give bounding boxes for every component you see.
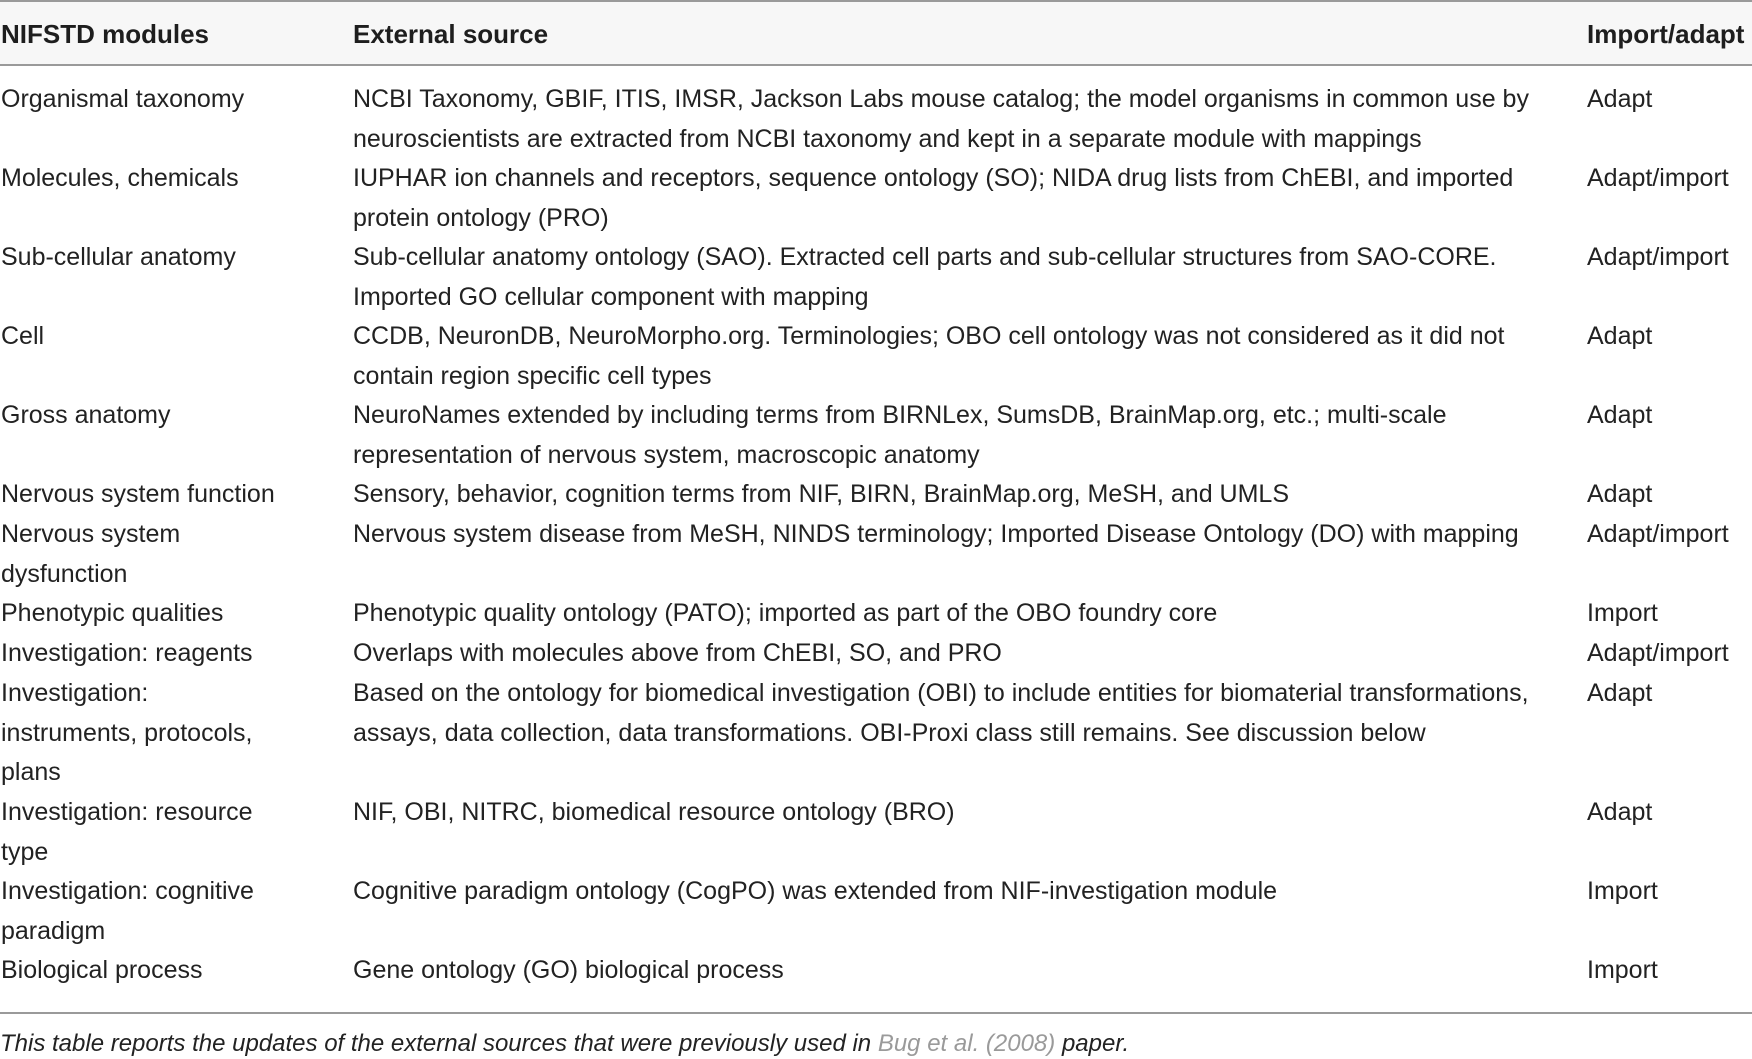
table-footnote	[0, 1029, 1129, 1059]
module-cell: Investigation: resource type	[1, 798, 253, 866]
module-cell: Nervous system dysfunction	[1, 520, 181, 588]
mode-cell: Adapt/import	[1587, 520, 1729, 548]
module-cell: Sub-cellular anatomy	[1, 243, 236, 271]
header-import-adapt: Import/adapt	[1587, 19, 1745, 49]
source-cell: IUPHAR ion channels and receptors, sequence ontology (SO); NIDA drug lists from ChEBI, and imported protein ontology (PRO)	[353, 164, 1514, 232]
source-cell: CCDB, NeuronDB, NeuroMorpho.org. Terminologies; OBO cell ontology was not considered as it did not contain region specific cell types	[353, 322, 1505, 390]
source-cell: NIF, OBI, NITRC, biomedical resource ontology (BRO)	[353, 798, 955, 826]
mode-cell: Adapt	[1587, 798, 1653, 826]
mode-cell: Adapt/import	[1587, 639, 1729, 667]
mode-cell: Adapt	[1587, 679, 1653, 707]
module-cell: Nervous system function	[1, 480, 275, 508]
source-cell: Nervous system disease from MeSH, NINDS terminology; Imported Disease Ontology (DO) with mapping	[353, 520, 1519, 548]
table-row	[0, 515, 1752, 594]
source-cell: Sub-cellular anatomy ontology (SAO). Extracted cell parts and sub-cellular structures from SAO-CORE. Imported GO cellular component with mapping	[353, 243, 1497, 311]
module-cell: Organismal taxonomy	[1, 85, 245, 113]
table-row	[0, 475, 1752, 515]
source-cell: Phenotypic quality ontology (PATO); imported as part of the OBO foundry core	[353, 599, 1218, 627]
mode-cell: Import	[1587, 877, 1658, 905]
source-cell: NCBI Taxonomy, GBIF, ITIS, IMSR, Jackson Labs mouse catalog; the model organisms in common use by neuroscientists are extracted from NCBI taxonomy and kept in a separate module with mappings	[353, 85, 1529, 153]
header-nifstd-modules: NIFSTD modules	[1, 19, 210, 49]
table-row	[0, 793, 1752, 872]
table-row	[0, 594, 1752, 634]
mode-cell: Adapt/import	[1587, 164, 1729, 192]
table-body	[0, 80, 1752, 991]
footnote-text-end: paper.	[1055, 1030, 1130, 1057]
table-row	[0, 317, 1752, 396]
mode-cell: Import	[1587, 599, 1658, 627]
mode-cell: Adapt	[1587, 322, 1653, 350]
module-cell: Phenotypic qualities	[1, 599, 224, 627]
source-cell: Sensory, behavior, cognition terms from NIF, BIRN, BrainMap.org, MeSH, and UMLS	[353, 480, 1290, 508]
table-row	[0, 674, 1752, 793]
source-cell: Gene ontology (GO) biological process	[353, 956, 784, 984]
source-cell: NeuroNames extended by including terms from BIRNLex, SumsDB, BrainMap.org, etc.; multi-scale representation of nervous system, macroscopic anatomy	[353, 401, 1447, 469]
table-row	[0, 80, 1752, 159]
source-cell: Overlaps with molecules above from ChEBI, SO, and PRO	[353, 639, 1002, 667]
table-row	[0, 951, 1752, 991]
table-row	[0, 159, 1752, 238]
module-cell: Cell	[1, 322, 45, 350]
table-row	[0, 634, 1752, 674]
mode-cell: Adapt	[1587, 401, 1653, 429]
footnote-text: This table reports the updates of the external sources that were previously used in	[0, 1030, 878, 1057]
source-cell: Based on the ontology for biomedical investigation (OBI) to include entities for biomaterial transformations, assays, data collection, data transformations. OBI-Proxi class still remains. See discussion below	[353, 679, 1529, 747]
table-header-rule	[0, 64, 1752, 66]
table-row	[0, 396, 1752, 475]
module-cell: Investigation: cognitive paradigm	[1, 877, 254, 945]
table-row	[0, 872, 1752, 951]
header-external-source: External source	[353, 19, 549, 49]
source-cell: Cognitive paradigm ontology (CogPO) was extended from NIF-investigation module	[353, 877, 1278, 905]
module-cell: Investigation: instruments, protocols, plans	[1, 679, 253, 787]
mode-cell: Import	[1587, 956, 1658, 984]
mode-cell: Adapt/import	[1587, 243, 1729, 271]
citation-link[interactable]: Bug et al. (2008)	[877, 1030, 1056, 1057]
module-cell: Gross anatomy	[1, 401, 171, 429]
table-row	[0, 238, 1752, 317]
module-cell: Investigation: reagents	[1, 639, 253, 667]
table-bottom-rule	[0, 1012, 1752, 1014]
module-cell: Molecules, chemicals	[1, 164, 239, 192]
table-header-row	[0, 2, 1752, 64]
module-cell: Biological process	[1, 956, 203, 984]
mode-cell: Adapt	[1587, 85, 1653, 113]
mode-cell: Adapt	[1587, 480, 1653, 508]
